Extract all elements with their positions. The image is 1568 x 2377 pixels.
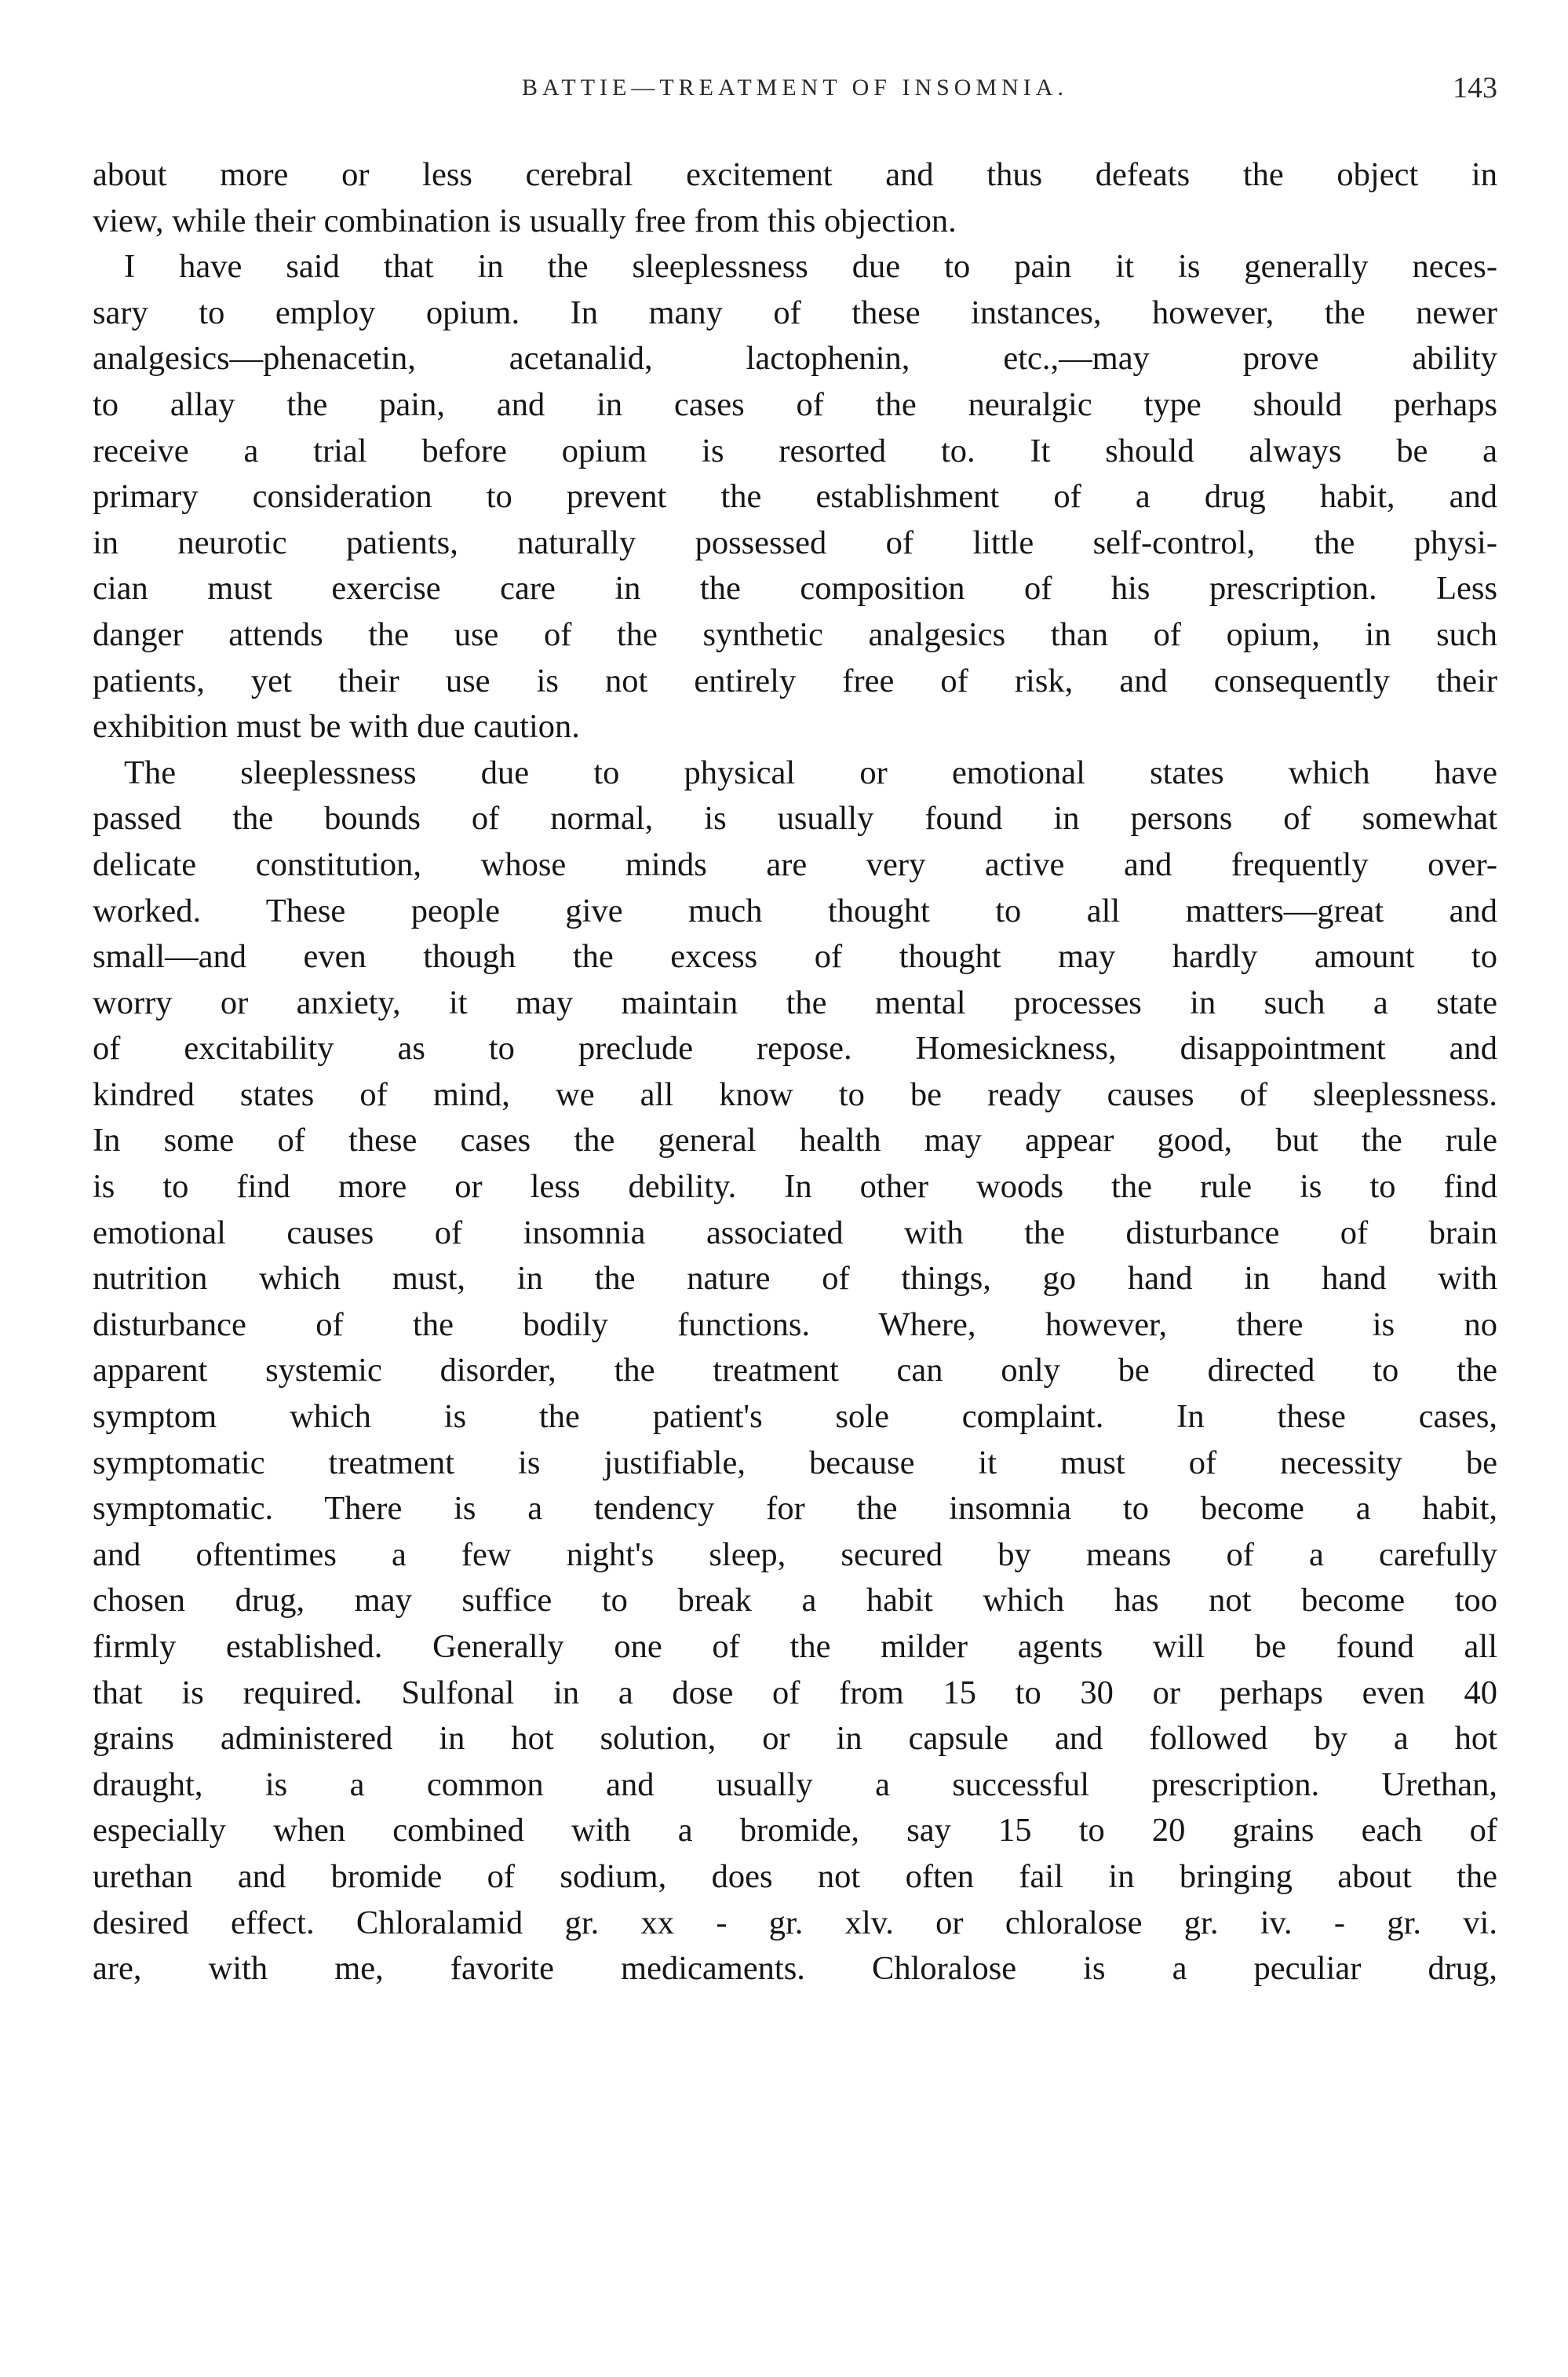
body-text xyxy=(93,152,1497,1992)
text-line: disturbance of the bodily functions. Where, however, there is no xyxy=(93,1305,1497,1343)
text-line: worked. These people give much thought to all matters—great and xyxy=(93,892,1497,929)
text-line: worry or anxiety, it may maintain the mental processes in such a state xyxy=(93,984,1497,1021)
text-line: cian must exercise care in the composition of his prescription. Less xyxy=(93,570,1497,608)
text-line: nutrition which must, in the nature of things, go hand in hand with xyxy=(93,1260,1497,1298)
book-page xyxy=(93,0,1497,2377)
text-line: firmly established. Generally one of the milder agents will be found all xyxy=(93,1628,1497,1665)
text-line: primary consideration to prevent the establishment of a drug habit, and xyxy=(93,478,1497,516)
paragraph-1 xyxy=(93,152,1497,244)
text-line: I have said that in the sleeplessness due to pain it is generally neces- xyxy=(124,248,1497,286)
text-line: grains administered in hot solution, or in capsule and followed by a hot xyxy=(93,1720,1497,1758)
text-line: In some of these cases the general health may appear good, but the rule xyxy=(93,1122,1497,1159)
text-line: view, while their combination is usually free from this objection. xyxy=(93,202,957,239)
text-line: kindred states of mind, we all know to be ready causes of sleeplessness. xyxy=(93,1075,1497,1113)
text-line: draught, is a common and usually a successful prescription. Urethan, xyxy=(93,1765,1497,1803)
paragraph-2 xyxy=(93,244,1497,750)
text-line: The sleeplessness due to physical or emotional states which have xyxy=(124,754,1497,791)
text-line: desired effect. Chloralamid gr. xx - gr. xlv. or chloralose gr. iv. - gr. vi. xyxy=(93,1904,1497,1941)
text-line: symptomatic treatment is justifiable, because it must of necessity be xyxy=(93,1444,1497,1481)
text-line: in neurotic patients, naturally possessed of little self-control, the physi- xyxy=(93,524,1497,561)
text-line: are, with me, favorite medicaments. Chloralose is a peculiar drug, xyxy=(93,1950,1497,1988)
text-line: urethan and bromide of sodium, does not often fail in bringing about the xyxy=(93,1857,1497,1895)
text-line: symptom which is the patient's sole complaint. In these cases, xyxy=(93,1398,1497,1436)
text-line: emotional causes of insomnia associated with the disturbance of brain xyxy=(93,1214,1497,1251)
paragraph-3 xyxy=(93,750,1497,1992)
text-line: receive a trial before opium is resorted to. It should always be a xyxy=(93,432,1497,469)
text-line: of excitability as to preclude repose. Homesickness, disappointment and xyxy=(93,1030,1497,1068)
text-line: that is required. Sulfonal in a dose of from 15 to 30 or perhaps even 40 xyxy=(93,1674,1497,1711)
text-line: sary to employ opium. In many of these instances, however, the newer xyxy=(93,294,1497,331)
text-line: and oftentimes a few night's sleep, secured by means of a carefully xyxy=(93,1535,1497,1573)
text-line: is to find more or less debility. In other woods the rule is to find xyxy=(93,1168,1497,1206)
text-line: symptomatic. There is a tendency for the insomnia to become a habit, xyxy=(93,1490,1497,1528)
text-line: exhibition must be with due caution. xyxy=(93,708,580,746)
text-line: danger attends the use of the synthetic analgesics than of opium, in such xyxy=(93,615,1497,653)
text-line: about more or less cerebral excitement and thus defeats the object in xyxy=(93,156,1497,193)
text-line: small—and even though the excess of thought may hardly amount to xyxy=(93,938,1497,976)
text-line: analgesics—phenacetin, acetanalid, lactophenin, etc.,—may prove ability xyxy=(93,340,1497,378)
text-line: patients, yet their use is not entirely free of risk, and consequently their xyxy=(93,662,1497,699)
text-line: chosen drug, may suffice to break a habit which has not become too xyxy=(93,1582,1497,1619)
text-line: delicate constitution, whose minds are very active and frequently over- xyxy=(93,845,1497,883)
running-title: BATTIE—TREATMENT OF INSOMNIA. xyxy=(522,75,1068,100)
page-number: 143 xyxy=(1453,71,1497,104)
text-line: especially when combined with a bromide, say 15 to 20 grains each of xyxy=(93,1812,1497,1849)
running-head xyxy=(93,64,1497,111)
text-line: to allay the pain, and in cases of the neuralgic type should perhaps xyxy=(93,385,1497,423)
text-line: passed the bounds of normal, is usually found in persons of somewhat xyxy=(93,800,1497,838)
text-line: apparent systemic disorder, the treatment can only be directed to the xyxy=(93,1352,1497,1389)
